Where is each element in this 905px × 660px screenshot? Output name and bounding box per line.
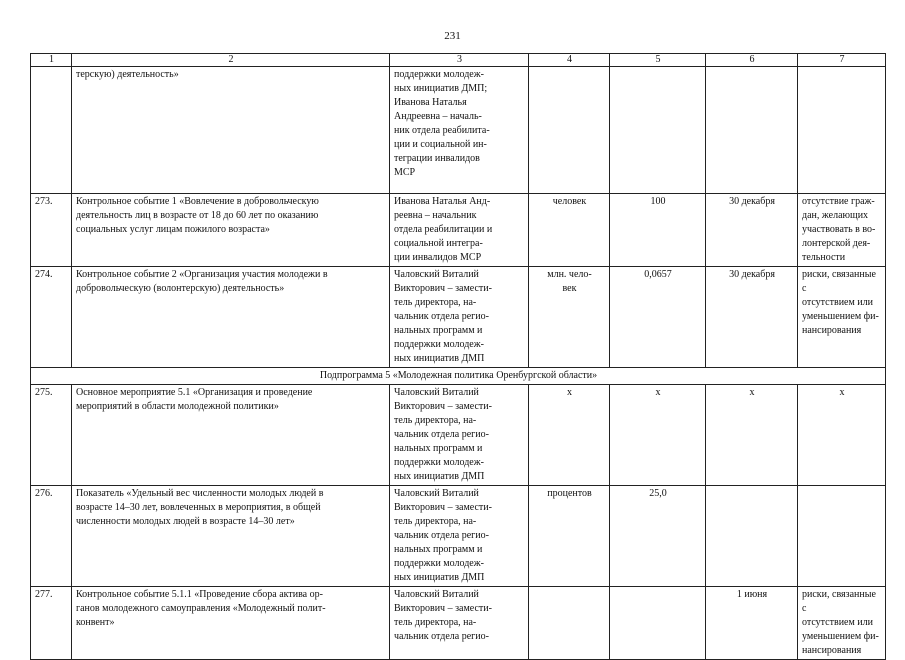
risks bbox=[798, 486, 886, 587]
unit bbox=[529, 587, 610, 660]
responsible-person: Иванова Наталья Анд- реевна – начальник отдела реабилитации и социальной интегра- ции инвалидов МСР bbox=[390, 194, 529, 267]
deadline: 30 декабря bbox=[706, 194, 798, 267]
deadline: 1 июня bbox=[706, 587, 798, 660]
document-table bbox=[30, 53, 886, 660]
page-number: 231 bbox=[444, 30, 461, 42]
row-number bbox=[31, 67, 72, 194]
column-header: 4 bbox=[529, 54, 610, 67]
table-row bbox=[31, 385, 886, 486]
deadline bbox=[706, 67, 798, 194]
deadline: x bbox=[706, 385, 798, 486]
unit: человек bbox=[529, 194, 610, 267]
responsible-person: Чаловский Виталий Викторович – замести- тель директора, на- чальник отдела регио- нальных программ и поддержки молодеж- ных инициатив ДМП bbox=[390, 385, 529, 486]
deadline: 30 декабря bbox=[706, 267, 798, 368]
column-header: 5 bbox=[610, 54, 706, 67]
row-number: 276. bbox=[31, 486, 72, 587]
table-row bbox=[31, 587, 886, 660]
event-name: Контрольное событие 1 «Вовлечение в добровольческую деятельность лиц в возрасте от 18 до 60 лет по оказанию социальных услуг лицам пожилого возраста» bbox=[72, 194, 390, 267]
row-number: 274. bbox=[31, 267, 72, 368]
subprogram-title: Подпрограмма 5 «Молодежная политика Оренбургской области» bbox=[31, 368, 886, 385]
event-name: Основное мероприятие 5.1 «Организация и проведение мероприятий в области молодежной политики» bbox=[72, 385, 390, 486]
column-header: 1 bbox=[31, 54, 72, 67]
column-header: 2 bbox=[72, 54, 390, 67]
deadline bbox=[706, 486, 798, 587]
responsible-person: Чаловский Виталий Викторович – замести- тель директора, на- чальник отдела регио- нальных программ и поддержки молодеж- ных инициатив ДМП bbox=[390, 267, 529, 368]
event-name: терскую) деятельность» bbox=[72, 67, 390, 194]
table-row bbox=[31, 486, 886, 587]
risks: x bbox=[798, 385, 886, 486]
table-header-row bbox=[31, 54, 886, 67]
column-header: 6 bbox=[706, 54, 798, 67]
event-name: Показатель «Удельный вес численности молодых людей в возрасте 14–30 лет, вовлеченных в мероприятия, в общей численности молодых людей в возрасте 14–30 лет» bbox=[72, 486, 390, 587]
unit bbox=[529, 67, 610, 194]
row-number: 277. bbox=[31, 587, 72, 660]
event-name: Контрольное событие 5.1.1 «Проведение сбора актива ор- ганов молодежного самоуправления «Молодежный полит- конвент» bbox=[72, 587, 390, 660]
column-header: 3 bbox=[390, 54, 529, 67]
row-number: 275. bbox=[31, 385, 72, 486]
event-name: Контрольное событие 2 «Организация участия молодежи в добровольческую (волонтерскую) деятельность» bbox=[72, 267, 390, 368]
unit: x bbox=[529, 385, 610, 486]
value bbox=[610, 67, 706, 194]
unit: процентов bbox=[529, 486, 610, 587]
table-row bbox=[31, 267, 886, 368]
unit: млн. чело- век bbox=[529, 267, 610, 368]
risks: отсутствие граж- дан, желающих участвовать в во- лонтерской дея- тельности bbox=[798, 194, 886, 267]
table-row bbox=[31, 194, 886, 267]
responsible-person: Чаловский Виталий Викторович – замести- тель директора, на- чальник отдела регио- bbox=[390, 587, 529, 660]
column-header: 7 bbox=[798, 54, 886, 67]
value: 0,0657 bbox=[610, 267, 706, 368]
value bbox=[610, 587, 706, 660]
risks: риски, связанные с отсутствием или уменьшением фи- нансирования bbox=[798, 267, 886, 368]
risks bbox=[798, 67, 886, 194]
risks: риски, связанные с отсутствием или уменьшением фи- нансирования bbox=[798, 587, 886, 660]
value: 25,0 bbox=[610, 486, 706, 587]
subprogram-header-row bbox=[31, 368, 886, 385]
responsible-person: Чаловский Виталий Викторович – замести- тель директора, на- чальник отдела регио- нальных программ и поддержки молодеж- ных инициатив ДМП bbox=[390, 486, 529, 587]
row-number: 273. bbox=[31, 194, 72, 267]
responsible-person: поддержки молодеж- ных инициатив ДМП; Иванова Наталья Андреевна – началь- ник отдела реабилита- ции и социальной ин- теграции инвалидов МСР bbox=[390, 67, 529, 194]
value: x bbox=[610, 385, 706, 486]
value: 100 bbox=[610, 194, 706, 267]
table-row bbox=[31, 67, 886, 194]
